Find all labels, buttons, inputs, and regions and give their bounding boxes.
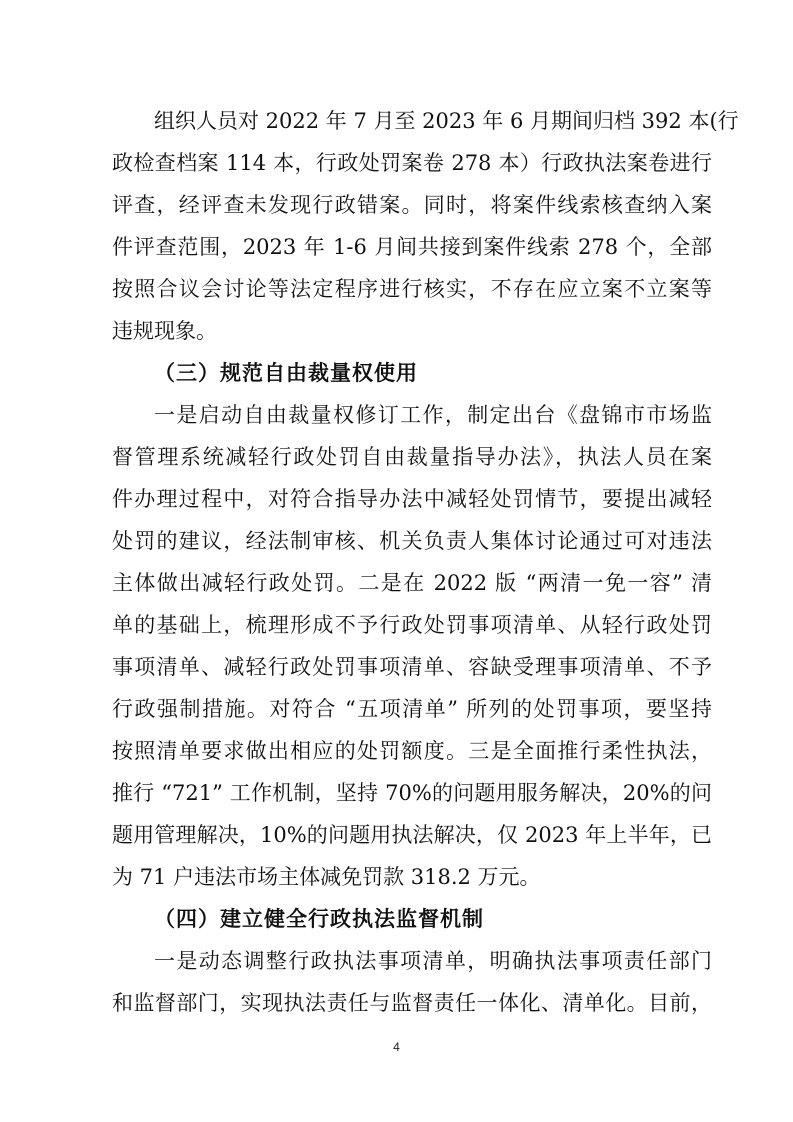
paragraph-line: 和监督部门，实现执法责任与监督责任一体化、清单化。目前，: [112, 991, 712, 1015]
paragraph-line: 推行 “721” 工作机制，坚持 70%的问题用服务解决，20%的问: [112, 781, 712, 805]
paragraph-line: 一是动态调整行政执法事项清单，明确执法事项责任部门: [154, 949, 712, 973]
paragraph-line: 政检查档案 114 本，行政处罚案卷 278 本）行政执法案卷进行: [112, 151, 712, 175]
document-body: [112, 100, 739, 1024]
paragraph-line: 件办理过程中，对符合指导办法中减轻处罚情节，要提出减轻: [112, 487, 712, 511]
paragraph-line: 事项清单、减轻行政处罚事项清单、容缺受理事项清单、不予: [112, 655, 712, 679]
paragraph-line: 题用管理解决，10%的问题用执法解决，仅 2023 年上半年，已: [112, 823, 712, 847]
paragraph-line: 一是启动自由裁量权修订工作，制定出台《盘锦市市场监: [154, 403, 712, 427]
paragraph-line: 评查，经评查未发现行政错案。同时，将案件线索核查纳入案: [112, 193, 712, 217]
paragraph-line: 按照合议会讨论等法定程序进行核实，不存在应立案不立案等: [112, 277, 712, 301]
paragraph-line: 组织人员对 2022 年 7 月至 2023 年 6 月期间归档 392 本(行: [154, 109, 739, 133]
paragraph-line: 件评查范围，2023 年 1-6 月间共接到案件线索 278 个，全部: [112, 235, 712, 259]
paragraph-line: 主体做出减轻行政处罚。二是在 2022 版 “两清一免一容” 清: [112, 571, 712, 595]
paragraph-line: 处罚的建议，经法制审核、机关负责人集体讨论通过可对违法: [112, 529, 712, 553]
section-heading: （三）规范自由裁量权使用: [154, 360, 418, 385]
paragraph-line: 按照清单要求做出相应的处罚额度。三是全面推行柔性执法，: [112, 739, 712, 763]
paragraph-line: 行政强制措施。对符合 “五项清单” 所列的处罚事项，要坚持: [112, 697, 712, 721]
paragraph-line: 督管理系统减轻行政处罚自由裁量指导办法》，执法人员在案: [112, 445, 712, 469]
section-heading: （四）建立健全行政执法监督机制: [154, 906, 484, 931]
page-number: 4: [393, 1040, 400, 1054]
paragraph-line: 为 71 户违法市场主体减免罚款 318.2 万元。: [112, 865, 541, 889]
paragraph-line: 违规现象。: [112, 319, 217, 343]
paragraph-line: 单的基础上，梳理形成不予行政处罚事项清单、从轻行政处罚: [112, 613, 712, 637]
